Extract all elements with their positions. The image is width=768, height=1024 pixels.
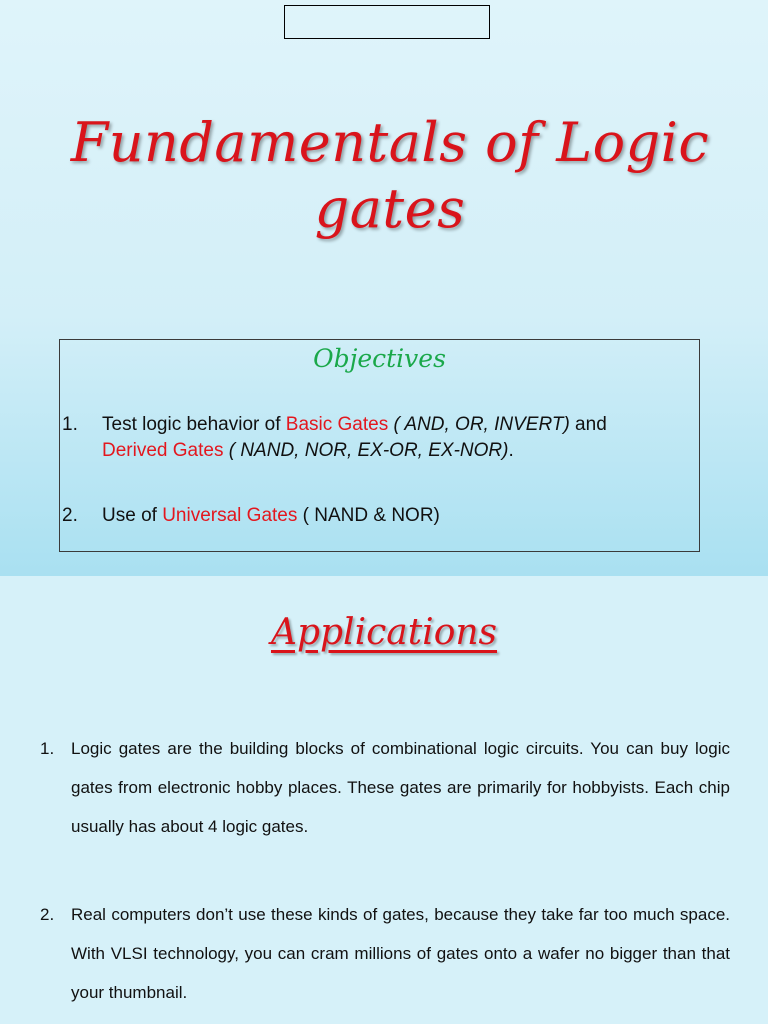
header-box	[284, 5, 490, 39]
derived-gates-label: Derived Gates	[102, 440, 224, 461]
derived-gates-list: ( NAND, NOR, EX-OR, EX-NOR)	[223, 440, 509, 461]
objective-text-part: .	[508, 440, 514, 461]
title-line-2: gates	[314, 177, 466, 240]
objective-text-part: Test logic behavior of	[102, 414, 286, 435]
application-text: Real computers don’t use these kinds of gates, because they take far too much space. With VLSI technology, you can cram millions of gates onto a wafer no bigger than that your thumbnail.	[71, 905, 730, 1002]
objectives-heading: Objectives	[313, 344, 446, 373]
objective-number: 2.	[62, 505, 78, 526]
objective-text	[102, 412, 692, 464]
objective-text-part: and	[569, 414, 607, 435]
application-item-1	[40, 729, 730, 846]
objective-item-1	[62, 412, 692, 464]
application-text: Logic gates are the building blocks of combinational logic circuits. You can buy logic gates from electronic hobby places. These gates are primarily for hobbyists. Each chip usually has about 4 logic gates.	[71, 739, 730, 836]
objectives-box	[59, 339, 700, 552]
title-line-1: Fundamentals of Logic	[70, 111, 710, 174]
universal-gates-label: Universal Gates	[162, 505, 298, 526]
objective-text	[102, 503, 692, 529]
objective-text-part: ( NAND & NOR)	[297, 505, 440, 526]
application-number: 2.	[40, 905, 55, 924]
objective-item-2	[62, 503, 692, 529]
application-number: 1.	[40, 739, 55, 758]
slide-applications	[0, 576, 768, 1024]
application-item-2	[40, 895, 730, 1012]
applications-heading: Applications	[270, 612, 498, 653]
objective-number: 1.	[62, 414, 78, 435]
basic-gates-label: Basic Gates	[285, 414, 389, 435]
page-title	[40, 110, 740, 242]
basic-gates-list: ( AND, OR, INVERT)	[388, 414, 570, 435]
objective-text-part: Use of	[102, 505, 163, 526]
